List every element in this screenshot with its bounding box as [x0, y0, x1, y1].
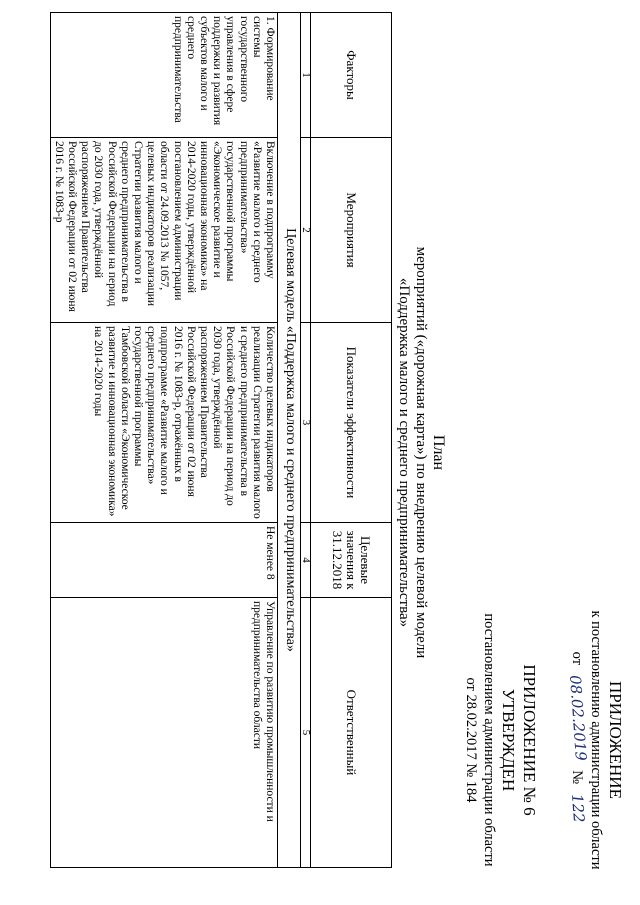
table-row [50, 13, 277, 868]
approved-title: ПРИЛОЖЕНИЕ № 6 [520, 664, 539, 816]
approved-header [462, 575, 540, 905]
section-title: Целевая модель «Поддержка малого и среднего предпринимательства» [278, 13, 301, 868]
column-number: 4 [301, 523, 311, 598]
plan-table [50, 12, 392, 868]
appendix-title: ПРИЛОЖЕНИЕ [606, 681, 625, 799]
appendix-date-line [566, 575, 590, 905]
column-number-row [301, 13, 311, 868]
plan-title: План [430, 434, 447, 471]
cell-factor: 1. Формирование системы государственного управления в сфере поддержки и развития субъектов малого и среднего предпринимательства [50, 13, 277, 138]
col-header-factors: Факторы [311, 13, 392, 138]
cell-responsible: Управление по развитию промышленности и предпринимательства области [50, 598, 277, 868]
approved-line2: от 28.02.2017 № 184 [463, 677, 479, 803]
plan-subtitle-1: мероприятий («дорожная карта») по внедрению целевой модели [413, 246, 429, 659]
handwritten-number: 122 [568, 793, 588, 823]
col-header-indicators: Показатели эффективности [311, 323, 392, 523]
table-header-row [311, 13, 392, 868]
column-number: 2 [301, 138, 311, 323]
col-header-responsible: Ответственный [311, 598, 392, 868]
appendix-header [568, 575, 626, 905]
approved-line1: постановлением администрации области [481, 613, 497, 867]
section-row [278, 13, 301, 868]
column-number: 3 [301, 323, 311, 523]
cell-target: Не менее 8 [50, 523, 277, 598]
appendix-line: к постановлению администрации области [588, 610, 604, 870]
col-header-activities: Мероприятия [311, 138, 392, 323]
cell-indicator: Количество целевых индикаторов реализации Стратегии развития малого и среднего предпринимательства в Российской Федерации на период до 2030 года, утверждённой распоряжением Правительства Российской Федерации от 02 июня 2016 г. № 1083-р, отражённых в подпрограмме «Развитие малого и среднего предпринимательства» государственной программы Тамбовской области «Экономическое развитие и инновационная экономика» на 2014-2020 годы [50, 323, 277, 523]
approved-status: УТВЕРЖДЕН [499, 688, 518, 792]
column-number: 1 [301, 13, 311, 138]
column-number: 5 [301, 598, 311, 868]
plan-heading [395, 0, 448, 905]
col-header-targets: Целевые значения к 31.12.2018 [311, 523, 392, 598]
appendix-date-prefix: от [569, 651, 585, 666]
handwritten-date: 08.02.2019 [566, 674, 590, 762]
appendix-number-label: № [569, 770, 585, 785]
plan-subtitle-2: «Поддержка малого и среднего предпринимательства» [396, 277, 412, 628]
cell-activity: Включение в подпрограмму «Развитие малого и среднего предпринимательства» государственной программы «Экономическое развитие и инновационная экономика» на 2014-2020 годы, утверждённой постановлением администрации области от 24.09.2013 № 1057, целевых индикаторов реализации Стратегии развития малого и среднего предпринимательства в Российской Федерации на период до 2030 года, утверждённой распоряжением Правительства Российской Федерации от 02 июня 2016 г. № 1083-р [50, 138, 277, 323]
